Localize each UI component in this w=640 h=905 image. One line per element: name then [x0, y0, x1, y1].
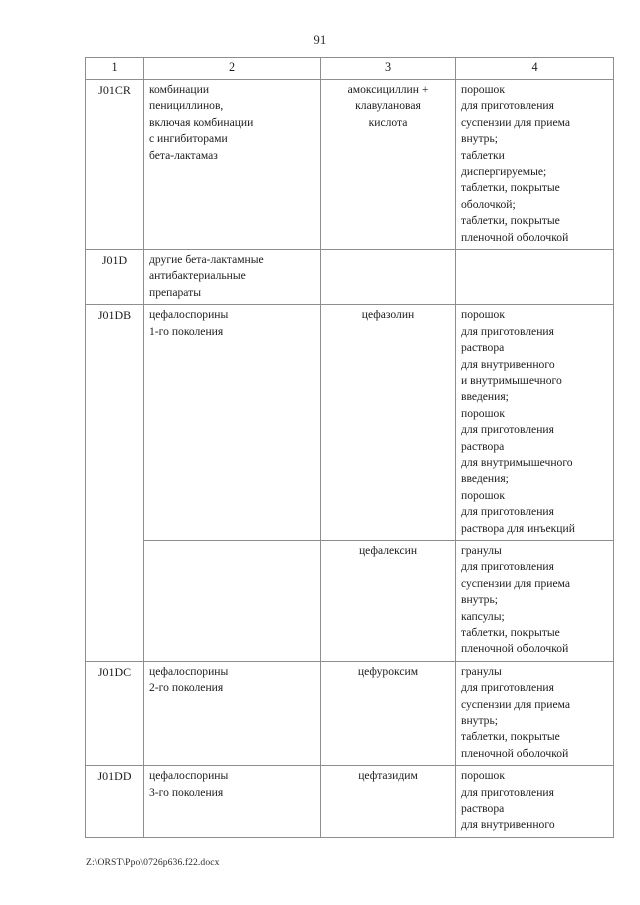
cell-dosage-forms: порошок для приготовления раствора для внутривенного и внутримышечного введения; порошок для приготовления раствора для внутримышечного введения; порошок для приготовления раствора для инъекций: [456, 305, 614, 541]
cell-dosage-forms: [456, 250, 614, 305]
cell-dosage-forms: гранулы для приготовления суспензии для приема внутрь; капсулы; таблетки, покрытые пленочной оболочкой: [456, 540, 614, 661]
cell-group-name: цефалоспорины 1-го поколения: [144, 305, 321, 541]
cell-atc-code: J01D: [86, 250, 144, 305]
table-row: [86, 305, 614, 541]
table-row: [86, 540, 614, 661]
table-row: [86, 80, 614, 250]
column-header-1: 1: [86, 58, 144, 80]
cell-dosage-forms: гранулы для приготовления суспензии для приема внутрь; таблетки, покрытые пленочной оболочкой: [456, 661, 614, 765]
cell-group-name: [144, 540, 321, 661]
cell-atc-code: J01DB: [86, 305, 144, 662]
cell-group-name: цефалоспорины 2-го поколения: [144, 661, 321, 765]
column-header-4: 4: [456, 58, 614, 80]
cell-atc-code: J01DD: [86, 766, 144, 838]
column-header-3: 3: [321, 58, 456, 80]
cell-group-name: цефалоспорины 3-го поколения: [144, 766, 321, 838]
cell-dosage-forms: порошок для приготовления суспензии для приема внутрь; таблетки диспергируемые; таблетки, покрытые оболочкой; таблетки, покрытые пленочной оболочкой: [456, 80, 614, 250]
cell-substance: [321, 250, 456, 305]
footer-file-path: Z:\ORST\Ppo\0726p636.f22.docx: [86, 857, 220, 868]
page-number: 91: [313, 33, 327, 47]
cell-substance: цефтазидим: [321, 766, 456, 838]
cell-atc-code: J01CR: [86, 80, 144, 250]
cell-atc-code: J01DC: [86, 661, 144, 765]
cell-group-name: другие бета-лактамные антибактериальные препараты: [144, 250, 321, 305]
cell-substance: цефуроксим: [321, 661, 456, 765]
table-header-row: [86, 58, 614, 80]
cell-substance: цефалексин: [321, 540, 456, 661]
cell-dosage-forms: порошок для приготовления раствора для внутривенного: [456, 766, 614, 838]
table-row: [86, 661, 614, 765]
medicines-classification-table: [85, 57, 614, 838]
column-header-2: 2: [144, 58, 321, 80]
table-row: [86, 766, 614, 838]
cell-group-name: комбинации пенициллинов, включая комбинации с ингибиторами бета-лактамаз: [144, 80, 321, 250]
cell-substance: амоксициллин + клавулановая кислота: [321, 80, 456, 250]
cell-substance: цефазолин: [321, 305, 456, 541]
table-row: [86, 250, 614, 305]
